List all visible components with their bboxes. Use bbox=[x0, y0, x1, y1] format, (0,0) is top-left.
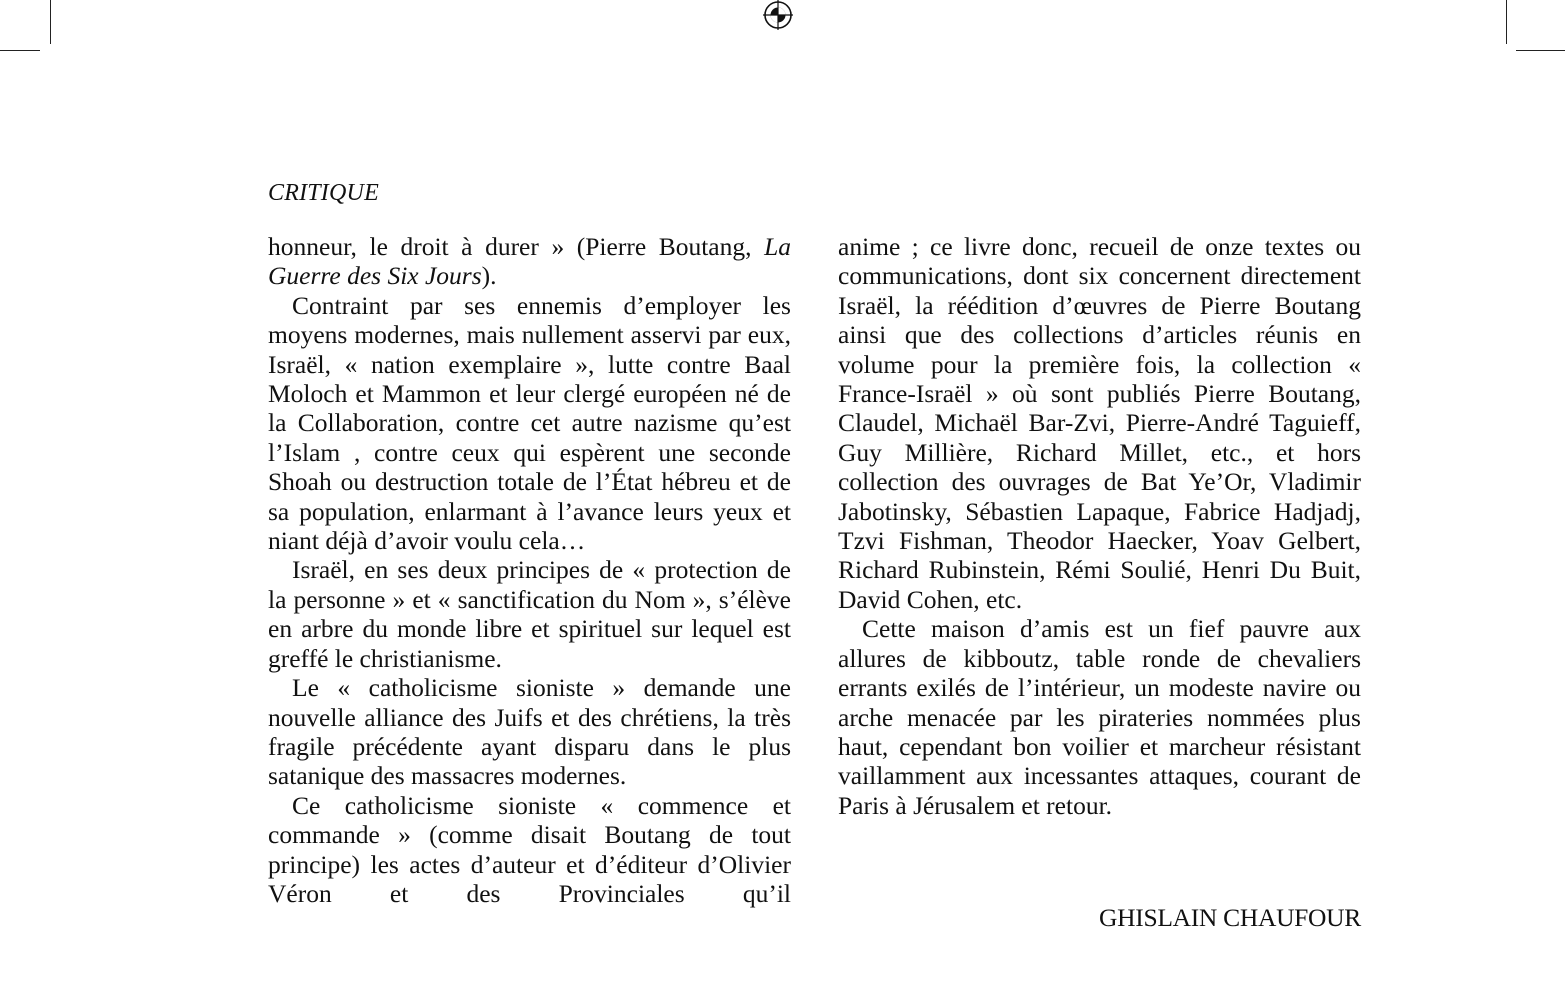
paragraph: Contraint par ses ennemis d’employer les moyens modernes, mais nullement asservi par eux, Israël, « nation exemplaire », lutte contre Baal Moloch et Mammon et leur clergé européen né de la Collaboration, contre cet autre nazisme qu’est l’Islam , contre ceux qui espèrent une seconde Shoah ou destruction totale de l’État hébreu et de sa population, enlarmant à l’avance leurs yeux et niant déjà d’avoir voulu cela… bbox=[268, 290, 791, 556]
paragraph: Le « catholicisme sioniste » demande une nouvelle alliance des Juifs et des chrétiens, la très fragile précédente ayant disparu dans le plus satanique des massacres modernes. bbox=[268, 673, 791, 791]
paragraph-text: ). bbox=[481, 261, 497, 291]
paragraph-continued bbox=[268, 232, 791, 291]
right-column bbox=[838, 232, 1361, 820]
author-signature: GHISLAIN CHAUFOUR bbox=[1099, 903, 1361, 932]
registration-mark-icon bbox=[762, 0, 794, 32]
paragraph: Cette maison d’amis est un fief pauvre aux allures de kibboutz, table ronde de chevaliers errants exilés de l’intérieur, un modeste navire ou arche menacée par les pirateries nommées plus haut, cependant bon voilier et marcheur résistant vaillamment aux incessantes attaques, courant de Paris à Jérusalem et retour. bbox=[838, 614, 1361, 820]
paragraph: Israël, en ses deux principes de « protection de la personne » et « sanctification du Nom », s’élève en arbre du monde libre et spirituel sur lequel est greffé le christianisme. bbox=[268, 555, 791, 673]
crop-mark-top-left-vertical bbox=[50, 0, 51, 44]
crop-mark-top-right-horizontal bbox=[1516, 50, 1565, 51]
paragraph-text: honneur, le droit à durer » (Pierre Boutang, bbox=[268, 232, 765, 261]
crop-mark-top-left-horizontal bbox=[0, 50, 40, 51]
left-column bbox=[268, 232, 791, 908]
paragraph: Ce catholicisme sioniste « commence et commande » (comme disait Boutang de tout principe) les actes d’auteur et d’éditeur d’Olivier Véron et des Provinciales qu’il bbox=[268, 790, 791, 908]
running-head: CRITIQUE bbox=[268, 180, 379, 206]
paragraph-continued: anime ; ce livre donc, recueil de onze textes ou communications, dont six concernent directement Israël, la réédition d’œuvres de Pierre Boutang ainsi que des collections d’articles réunis en volume pour la première fois, la collection « France-Israël » où sont publiés Pierre Boutang, Claudel, Michaël Bar-Zvi, Pierre-André Taguieff, Guy Millière, Richard Millet, etc., et hors collection des ouvrages de Bat Ye’Or, Vladimir Jabotinsky, Sébastien Lapaque, Fabrice Hadjadj, Tzvi Fishman, Theodor Haecker, Yoav Gelbert, Richard Rubinstein, Rémi Soulié, Henri Du Buit, David Cohen, etc. bbox=[838, 232, 1361, 614]
book-title: La Guerre des Six Jours bbox=[268, 232, 791, 291]
crop-mark-top-right-vertical bbox=[1506, 0, 1507, 44]
